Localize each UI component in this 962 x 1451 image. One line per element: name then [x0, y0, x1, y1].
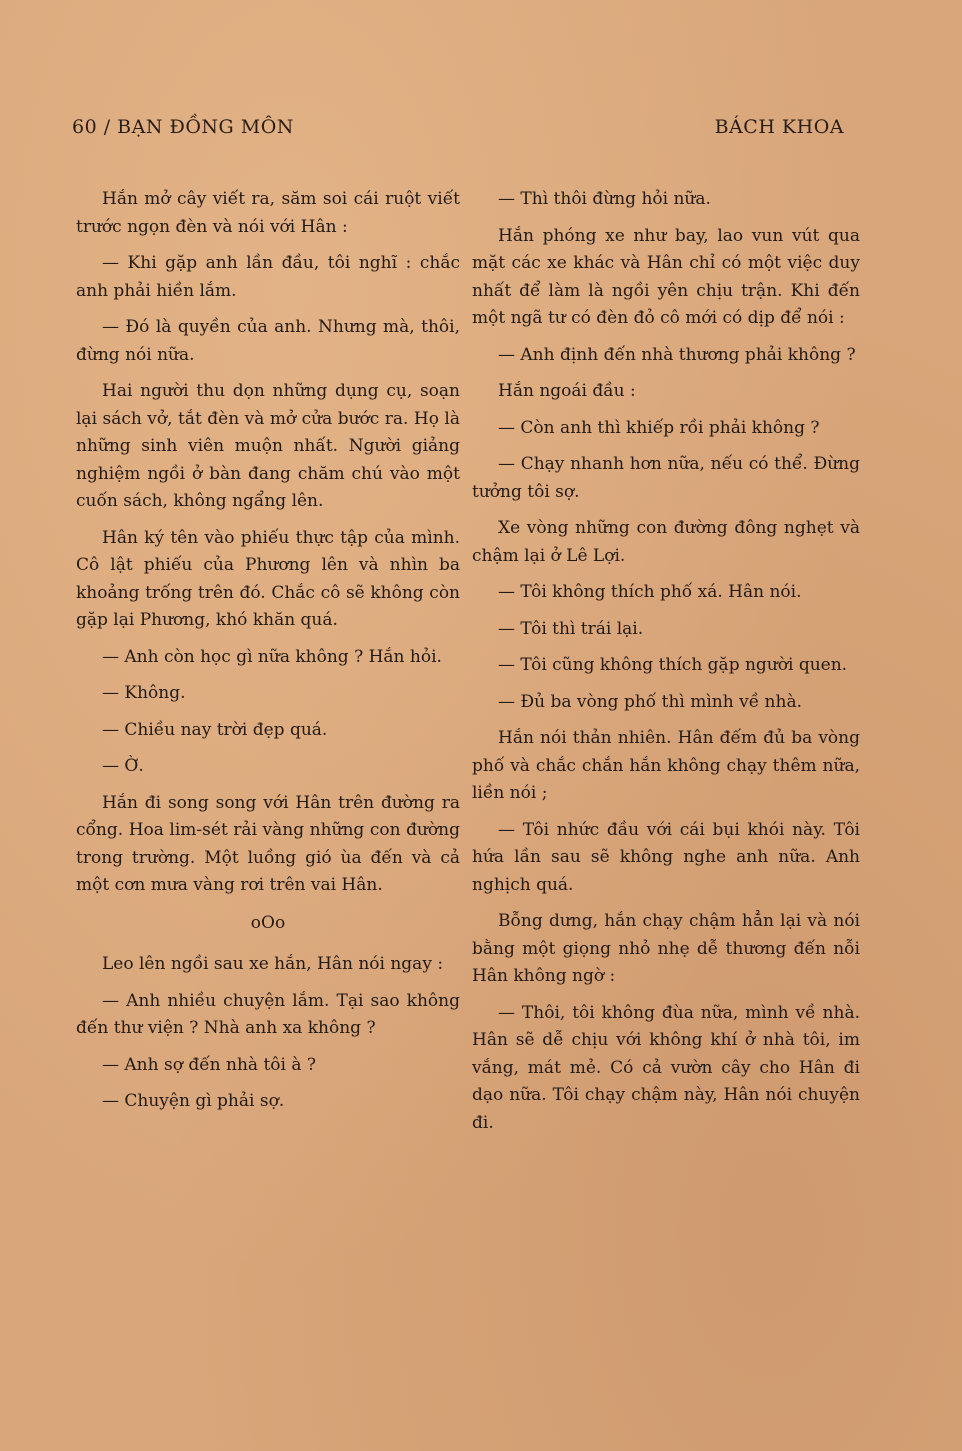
paragraph: — Anh sợ đến nhà tôi à ? [102, 1054, 317, 1075]
paragraph: Hai người thu dọn những dụng cụ, soạn lại sách vở, tắt đèn và mở cửa bước ra. Họ là những sinh viên muộn nhất. Người giảng nghiệm ngồi ở bàn đang chăm chú vào một cuốn sách, không ngẩng lên. [76, 381, 460, 511]
paragraph: — Anh định đến nhà thương phải không ? [498, 344, 856, 365]
paragraph: Bỗng dưng, hắn chạy chậm hẳn lại và nói bằng một giọng nhỏ nhẹ dễ thương đến nỗi Hân không ngờ : [472, 911, 860, 986]
paragraph: Hắn phóng xe như bay, lao vun vút qua mặt các xe khác và Hân chỉ có một việc duy nhất để làm là ngồi yên chịu trận. Khi đến một ngã tư có đèn đỏ cô mới có dịp để nói : [472, 225, 860, 328]
paragraph: — Còn anh thì khiếp rồi phải không ? [498, 417, 820, 438]
paragraph: — Chuyện gì phải sợ. [102, 1091, 285, 1111]
paragraph: — Tôi cũng không thích gặp người quen. [498, 655, 848, 675]
paragraph: — Tôi không thích phố xá. Hân nói. [498, 582, 802, 602]
paragraph: — Khi gặp anh lần đầu, tôi nghĩ : chắc anh phải hiền lắm. [76, 253, 460, 301]
paragraph: — Anh còn học gì nữa không ? Hắn hỏi. [102, 646, 442, 667]
paragraph: Hắn đi song song với Hân trên đường ra cổng. Hoa lim-sét rải vàng những con đường trong trường. Một luồng gió ùa đến và cả một cơn mưa vàng rơi trên vai Hân. [76, 792, 460, 895]
paragraph: — Chạy nhanh hơn nữa, nếu có thể. Đừng tưởng tôi sợ. [472, 454, 860, 502]
paragraph: Hắn ngoái đầu : [498, 381, 636, 401]
section-separator: oOo [250, 912, 286, 933]
paragraph: — Thì thôi đừng hỏi nữa. [498, 189, 711, 209]
paragraph: — Tôi nhức đầu với cái bụi khói này. Tôi hứa lần sau sẽ không nghe anh nữa. Anh nghịch quá. [472, 819, 860, 895]
paragraph: Xe vòng những con đường đông nghẹt và chậm lại ở Lê Lợi. [472, 518, 860, 566]
paragraph: — Anh nhiều chuyện lắm. Tại sao không đến thư viện ? Nhà anh xa không ? [76, 990, 460, 1038]
right-column [472, 186, 860, 1146]
paragraph: — Đó là quyền của anh. Nhưng mà, thôi, đừng nói nữa. [76, 317, 460, 365]
paragraph: — Không. [102, 683, 186, 703]
paragraph: — Đủ ba vòng phố thì mình về nhà. [498, 691, 802, 712]
paragraph: Leo lên ngồi sau xe hắn, Hân nói ngay : [102, 954, 444, 974]
magazine-name: BÁCH KHOA [714, 116, 844, 138]
paragraph: — Tôi thì trái lại. [498, 618, 644, 639]
page-number-and-title: 60 / BẠN ĐỒNG MÔN [72, 116, 294, 138]
paragraph: — Chiều nay trời đẹp quá. [102, 719, 328, 740]
left-column [76, 186, 460, 1125]
paragraph: Hắn nói thản nhiên. Hân đếm đủ ba vòng phố và chắc chắn hắn không chạy thêm nữa, liền nói ; [472, 728, 860, 803]
paragraph: Hắn mở cây viết ra, săm soi cái ruột viết trước ngọn đèn và nói với Hân : [76, 189, 460, 237]
paragraph: — Thôi, tôi không đùa nữa, mình về nhà. Hân sẽ dễ chịu với không khí ở nhà tôi, im vắng, mát mẻ. Có cả vườn cây cho Hân đi dạo nữa. Tôi chạy chậm này, Hân nói chuyện đi. [472, 1002, 860, 1133]
page-header [72, 116, 844, 138]
paragraph: — Ờ. [102, 756, 144, 776]
paragraph: Hân ký tên vào phiếu thực tập của mình. Cô lật phiếu của Phương lên và nhìn ba khoảng trống trên đó. Chắc cô sẽ không còn gặp lại Phương, khó khăn quá. [76, 527, 460, 630]
